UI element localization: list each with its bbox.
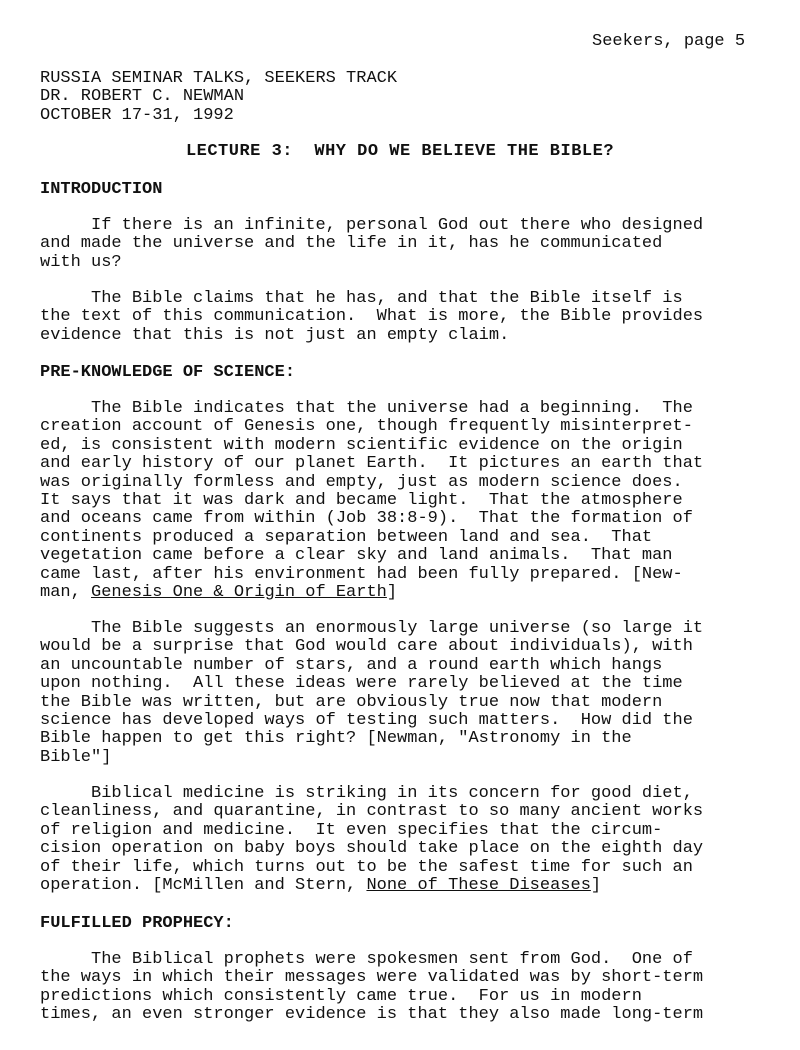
section-heading-pre-knowledge: PRE-KNOWLEDGE OF SCIENCE: (40, 363, 296, 382)
paragraph-science-1 (40, 400, 760, 602)
document-header (40, 70, 397, 125)
citation-reference: Genesis One & Origin of Earth (91, 583, 387, 603)
text-line: cision operation on baby boys should take place on the eighth day (40, 839, 704, 859)
text-line: The Biblical prophets were spokesmen sent from God. One of (40, 950, 693, 969)
text-fragment: ] (386, 583, 398, 603)
header-line: RUSSIA SEMINAR TALKS, SEEKERS TRACK (40, 69, 398, 88)
text-line: the Bible was written, but are obviously true now that modern (40, 692, 663, 712)
paragraph-intro-1 (40, 217, 760, 272)
paragraph-intro-2 (40, 290, 760, 345)
paragraph-prophecy-1 (40, 951, 760, 1025)
text-line: The Bible indicates that the universe had a beginning. The (40, 399, 693, 418)
text-line: with us? (40, 252, 122, 272)
text-line: Bible"] (40, 747, 112, 767)
text-line: times, an even stronger evidence is that they also made long-term (40, 1005, 704, 1025)
text-line: cleanliness, and quarantine, in contrast to so many ancient works (40, 802, 704, 822)
text-line: science has developed ways of testing such matters. How did the (40, 711, 693, 731)
section-heading-introduction: INTRODUCTION (40, 180, 163, 199)
text-line: The Bible claims that he has, and that the Bible itself is (40, 289, 683, 308)
text-line: continents produced a separation between land and sea. That (40, 527, 653, 547)
text-line: upon nothing. All these ideas were rarely believed at the time (40, 674, 683, 694)
text-line: and made the universe and the life in it, has he communicated (40, 234, 663, 254)
text-line: and early history of our planet Earth. It pictures an earth that (40, 454, 704, 474)
text-fragment: man, (40, 583, 92, 603)
text-line (40, 584, 760, 602)
text-line: creation account of Genesis one, though frequently misinterpret- (40, 417, 693, 437)
paragraph-science-3 (40, 785, 760, 895)
text-line: of religion and medicine. It even specifies that the circum- (40, 820, 663, 840)
text-fragment: operation. [McMillen and Stern, (40, 876, 367, 896)
text-line: was originally formless and empty, just as modern science does. (40, 472, 683, 492)
text-line: Biblical medicine is striking in its concern for good diet, (40, 784, 693, 803)
text-line: If there is an infinite, personal God out there who designed (40, 216, 704, 235)
text-fragment: ] (590, 876, 602, 896)
text-line: came last, after his environment had been fully prepared. [New- (40, 564, 683, 584)
text-line: the ways in which their messages were validated was by short-term (40, 968, 704, 988)
text-line: ed, is consistent with modern scientific evidence on the origin (40, 435, 683, 455)
text-line: and oceans came from within (Job 38:8-9). That the formation of (40, 509, 693, 529)
text-line: would be a surprise that God would care about individuals), with (40, 637, 693, 657)
text-line: an uncountable number of stars, and a round earth which hangs (40, 655, 663, 675)
section-heading-fulfilled-prophecy: FULFILLED PROPHECY: (40, 914, 234, 933)
text-line: predictions which consistently came true. For us in modern (40, 986, 642, 1006)
text-line: It says that it was dark and became light. That the atmosphere (40, 491, 683, 511)
citation-reference: None of These Diseases (366, 876, 591, 896)
text-line: The Bible suggests an enormously large universe (so large it (40, 619, 704, 638)
text-line: evidence that this is not just an empty claim. (40, 325, 510, 345)
page-number: Seekers, page 5 (592, 32, 746, 51)
text-line: the text of this communication. What is more, the Bible provides (40, 307, 704, 327)
header-line: OCTOBER 17-31, 1992 (40, 105, 234, 125)
text-line (40, 877, 760, 895)
paragraph-science-2 (40, 620, 760, 767)
text-line: Bible happen to get this right? [Newman, "Astronomy in the (40, 729, 632, 749)
text-line: of their life, which turns out to be the safest time for such an (40, 857, 693, 877)
text-line: vegetation came before a clear sky and land animals. That man (40, 546, 673, 566)
header-line: DR. ROBERT C. NEWMAN (40, 87, 245, 107)
lecture-title: LECTURE 3: WHY DO WE BELIEVE THE BIBLE? (185, 142, 615, 161)
